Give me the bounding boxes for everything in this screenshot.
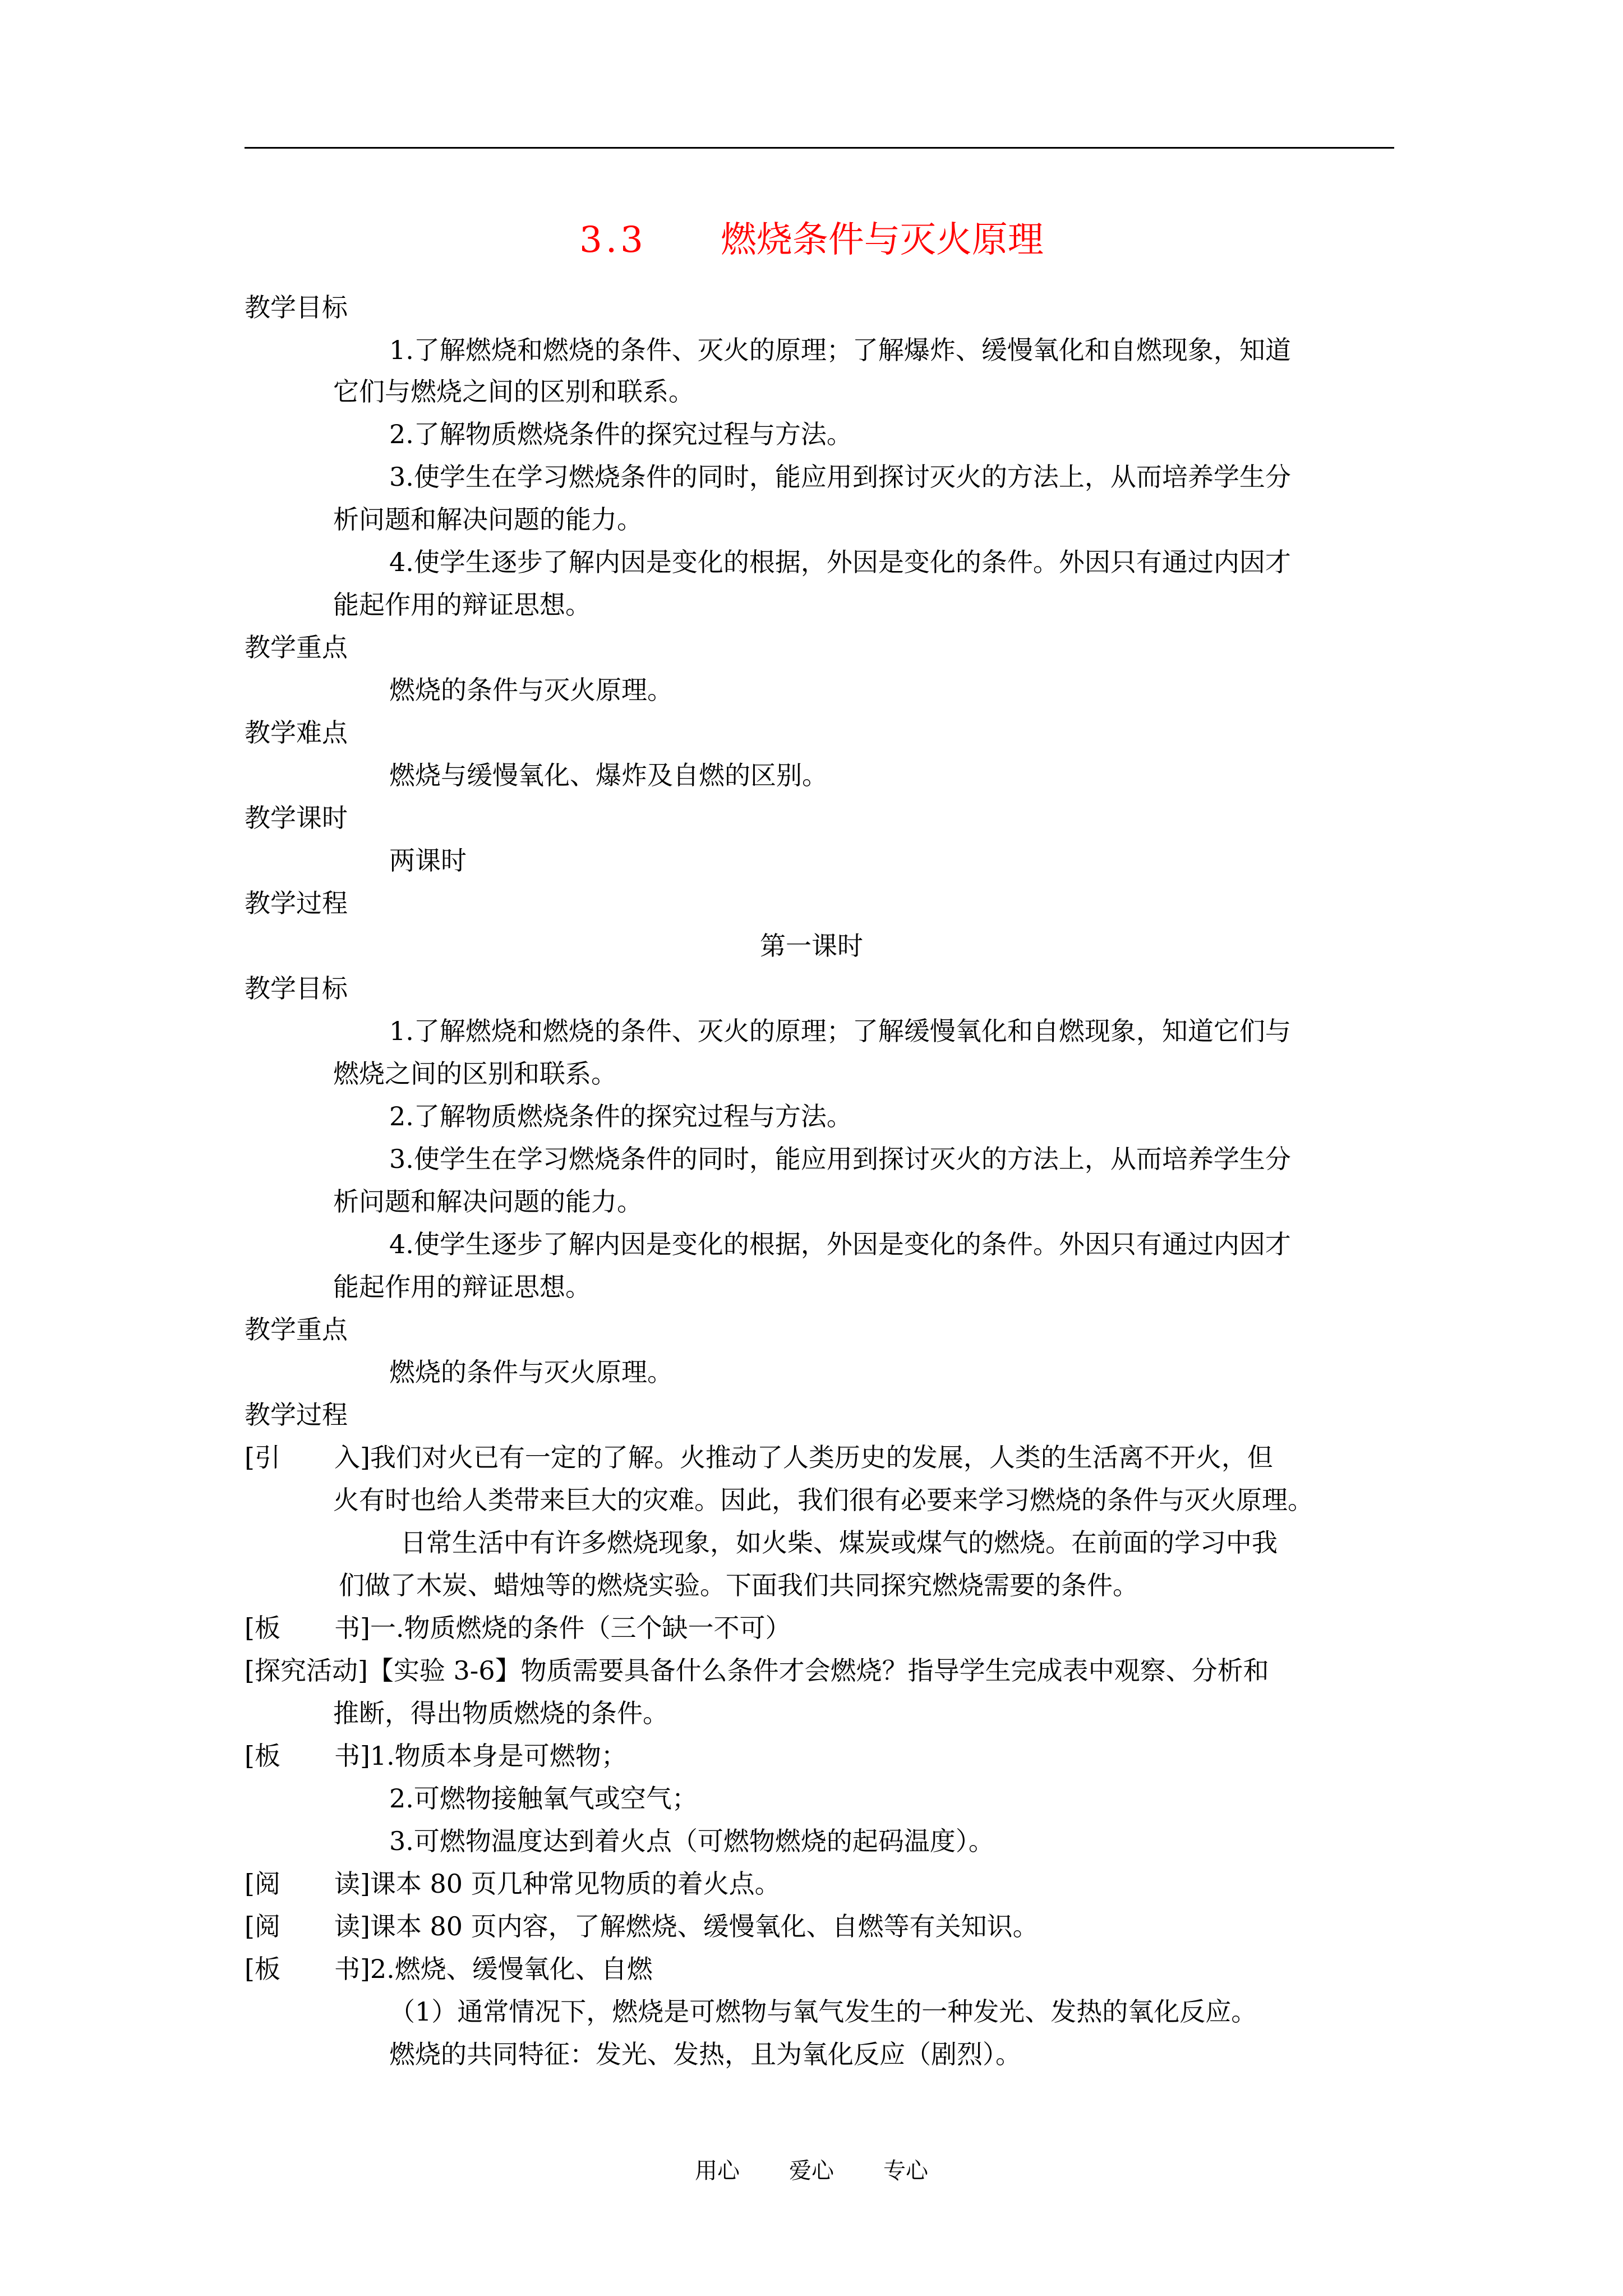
lesson-goal-2: 2.了解物质燃烧条件的探究过程与方法。 <box>389 1101 852 1131</box>
read-tag: [阅 读] <box>245 1911 370 1941</box>
explore-line-1 <box>245 1654 1269 1687</box>
hours-text: 两课时 <box>389 845 467 876</box>
key-text: 燃烧的条件与灭火原理。 <box>389 675 673 705</box>
explore-text-1: 【实验 3-6】物质需要具备什么条件才会燃烧？指导学生完成表中观察、分析和 <box>367 1655 1269 1686</box>
lesson-goals-heading: 教学目标 <box>245 973 348 1004</box>
intro-tag: [引 入] <box>245 1442 370 1473</box>
intro-text-1: 我们对火已有一定的了解。火推动了人类历史的发展，人类的生活离不开火，但 <box>370 1442 1273 1473</box>
lesson-goal-1-line-1: 1.了解燃烧和燃烧的条件、灭火的原理；了解缓慢氧化和自燃现象，知道它们与 <box>389 1016 1291 1046</box>
goal-3-line-2: 析问题和解决问题的能力。 <box>333 504 643 535</box>
goal-2: 2.了解物质燃烧条件的探究过程与方法。 <box>389 419 852 449</box>
condition-1: 1.物质本身是可燃物； <box>370 1741 627 1771</box>
board-3 <box>245 1952 653 1986</box>
title-text: 燃烧条件与灭火原理 <box>720 219 1044 261</box>
read-1-text: 课本 80 页几种常见物质的着火点。 <box>370 1869 781 1899</box>
board-3-text: 2.燃烧、缓慢氧化、自燃 <box>370 1954 653 1984</box>
read-1 <box>245 1867 781 1901</box>
read-tag: [阅 读] <box>245 1869 370 1899</box>
page-title <box>0 217 1623 264</box>
intro-line-1 <box>245 1441 1273 1474</box>
lesson-goal-3-line-2: 析问题和解决问题的能力。 <box>333 1186 643 1217</box>
board-1-text: 一.物质燃烧的条件（三个缺一不可） <box>370 1613 791 1643</box>
header-rule <box>245 147 1394 149</box>
footer-word: 用心 <box>695 2158 740 2184</box>
intro-line-4: 们做了木炭、蜡烛等的燃烧实验。下面我们共同探究燃烧需要的条件。 <box>339 1570 1138 1600</box>
intro-line-3: 日常生活中有许多燃烧现象，如火柴、煤炭或煤气的燃烧。在前面的学习中我 <box>400 1527 1278 1558</box>
lesson-goal-4-line-2: 能起作用的辩证思想。 <box>333 1272 591 1302</box>
board-2 <box>245 1739 627 1773</box>
footer-word: 爱心 <box>789 2158 834 2184</box>
page-footer <box>0 2155 1623 2187</box>
lesson-key-heading: 教学重点 <box>245 1314 348 1345</box>
goal-1-line-2: 它们与燃烧之间的区别和联系。 <box>333 376 694 407</box>
title-number: 3.3 <box>579 219 647 261</box>
lesson-subtitle: 第一课时 <box>760 931 863 961</box>
key-heading: 教学重点 <box>245 632 348 662</box>
condition-3: 3.可燃物温度达到着火点（可燃物燃烧的起码温度）。 <box>389 1826 994 1856</box>
combustion-feature: 燃烧的共同特征：发光、发热，且为氧化反应（剧烈）。 <box>389 2039 1021 2069</box>
difficulty-heading: 教学难点 <box>245 717 348 748</box>
board-tag: [板 书] <box>245 1613 370 1643</box>
explore-tag: [探究活动] <box>245 1655 368 1686</box>
lesson-process-heading: 教学过程 <box>245 1400 348 1430</box>
goals-heading: 教学目标 <box>245 292 348 323</box>
read-2 <box>245 1910 1039 1943</box>
difficulty-text: 燃烧与缓慢氧化、爆炸及自燃的区别。 <box>389 760 828 790</box>
process-heading: 教学过程 <box>245 888 348 918</box>
board-1 <box>245 1611 791 1645</box>
hours-heading: 教学课时 <box>245 803 348 833</box>
read-2-text: 课本 80 页内容，了解燃烧、缓慢氧化、自燃等有关知识。 <box>370 1911 1039 1941</box>
goal-1-line-1: 1.了解燃烧和燃烧的条件、灭火的原理；了解爆炸、缓慢氧化和自燃现象，知道 <box>389 335 1291 365</box>
lesson-goal-4-line-1: 4.使学生逐步了解内因是变化的根据，外因是变化的条件。外因只有通过内因才 <box>389 1229 1291 1259</box>
condition-2: 2.可燃物接触氧气或空气； <box>389 1783 698 1814</box>
explore-line-2: 推断，得出物质燃烧的条件。 <box>333 1698 668 1728</box>
lesson-key-text: 燃烧的条件与灭火原理。 <box>389 1357 673 1387</box>
goal-4-line-1: 4.使学生逐步了解内因是变化的根据，外因是变化的条件。外因只有通过内因才 <box>389 547 1291 577</box>
intro-line-2: 火有时也给人类带来巨大的灾难。因此，我们很有必要来学习燃烧的条件与灭火原理。 <box>333 1485 1313 1515</box>
board-tag: [板 书] <box>245 1954 370 1984</box>
lesson-goal-1-line-2: 燃烧之间的区别和联系。 <box>333 1059 617 1089</box>
goal-3-line-1: 3.使学生在学习燃烧条件的同时，能应用到探讨灭火的方法上，从而培养学生分 <box>389 462 1291 492</box>
board-tag: [板 书] <box>245 1741 370 1771</box>
definition-1: （1）通常情况下，燃烧是可燃物与氧气发生的一种发光、发热的氧化反应。 <box>389 1996 1257 2027</box>
footer-word: 专心 <box>883 2158 928 2184</box>
lesson-goal-3-line-1: 3.使学生在学习燃烧条件的同时，能应用到探讨灭火的方法上，从而培养学生分 <box>389 1144 1291 1174</box>
goal-4-line-2: 能起作用的辩证思想。 <box>333 590 591 620</box>
